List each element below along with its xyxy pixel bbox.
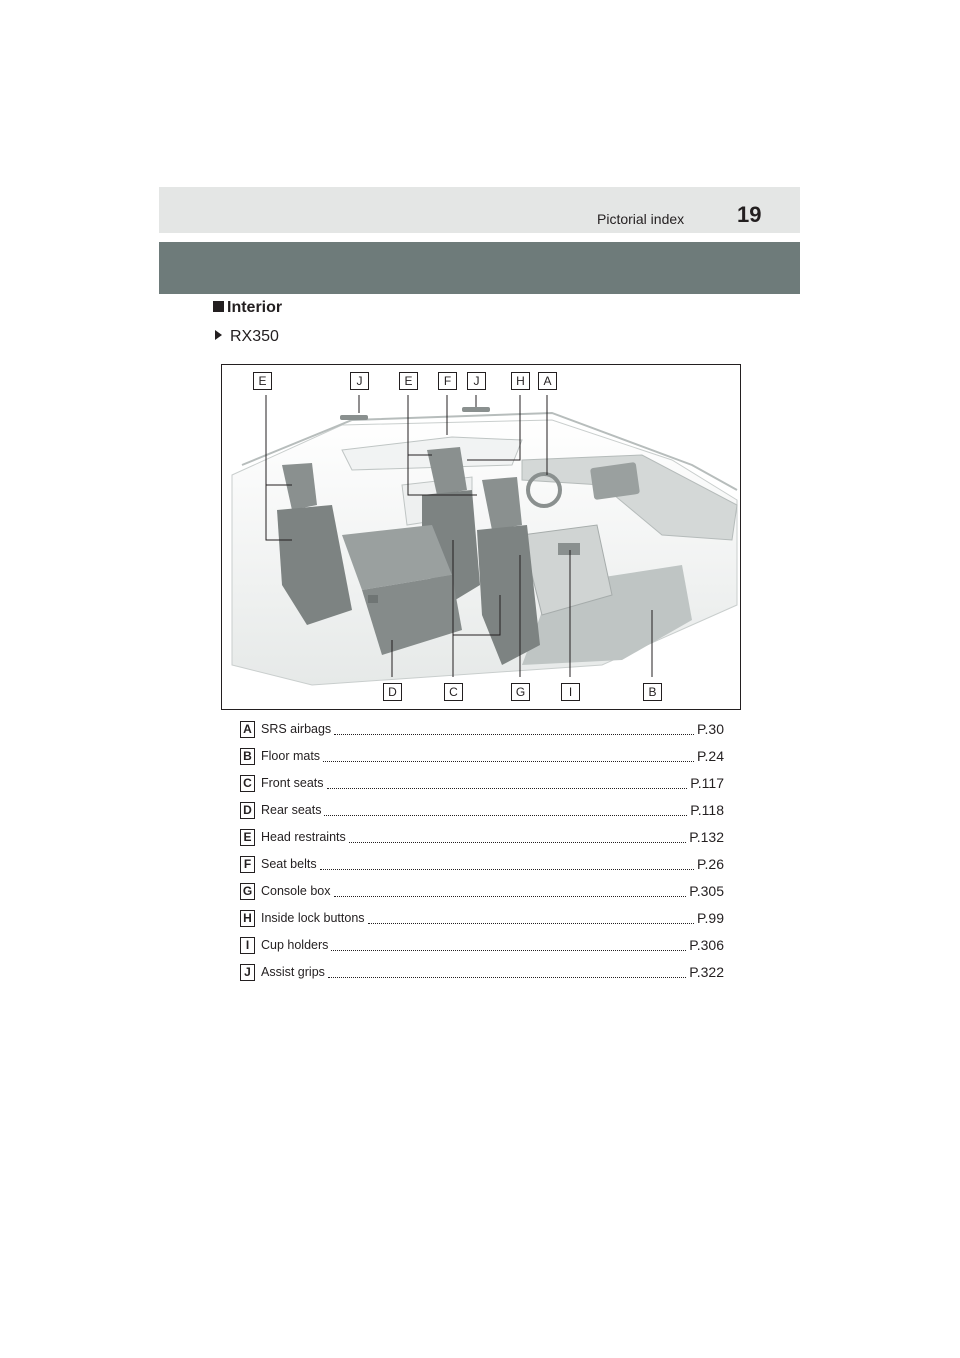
model-name: RX350 — [230, 328, 279, 345]
header-title: Pictorial index — [597, 211, 685, 227]
legend-key: E — [240, 829, 255, 846]
legend-item-srs-airbags — [240, 719, 724, 739]
page-reference-link[interactable]: P.118 — [690, 802, 724, 818]
leader-dots — [328, 967, 686, 978]
callout-top-3: E — [399, 372, 418, 390]
leader-dots — [323, 751, 694, 762]
legend-item-front-seats — [240, 773, 724, 793]
legend-item-assist-grips — [240, 962, 724, 982]
page-reference-link[interactable]: P.99 — [697, 910, 724, 926]
interior-illustration — [221, 364, 741, 710]
legend-key: D — [240, 802, 255, 819]
page-reference-link[interactable]: P.306 — [689, 937, 724, 953]
page-reference-link[interactable]: P.117 — [690, 775, 724, 791]
legend-label: Cup holders — [261, 938, 329, 952]
legend-label: Floor mats — [261, 749, 321, 763]
callout-bottom-3: G — [511, 683, 530, 701]
page-reference-link[interactable]: P.305 — [689, 883, 724, 899]
legend-label: Inside lock buttons — [261, 911, 365, 925]
leader-dots — [334, 724, 694, 735]
legend-item-cup-holders — [240, 935, 724, 955]
callout-bottom-4: I — [561, 683, 580, 701]
square-bullet-icon — [213, 301, 224, 312]
section-heading-text: Interior — [227, 299, 283, 316]
legend-key: H — [240, 910, 255, 927]
page-number: 19 — [737, 202, 762, 227]
page-header — [159, 187, 800, 233]
callout-bottom-2: C — [444, 683, 463, 701]
legend-label: SRS airbags — [261, 722, 332, 736]
page-reference-link[interactable]: P.26 — [697, 856, 724, 872]
legend-label: Console box — [261, 884, 331, 898]
page-reference-link[interactable]: P.24 — [697, 748, 724, 764]
callout-top-7: A — [538, 372, 557, 390]
section-band — [159, 242, 800, 294]
model-subheading — [215, 328, 279, 346]
page-reference-link[interactable]: P.30 — [697, 721, 724, 737]
page-reference-link[interactable]: P.132 — [689, 829, 724, 845]
legend-key: J — [240, 964, 255, 981]
callout-bottom-1: D — [383, 683, 402, 701]
legend-key: B — [240, 748, 255, 765]
callout-top-1: E — [253, 372, 272, 390]
legend-label: Front seats — [261, 776, 324, 790]
legend-label: Rear seats — [261, 803, 322, 817]
legend-key: I — [240, 937, 255, 954]
page-reference-link[interactable]: P.322 — [689, 964, 724, 980]
legend-key: G — [240, 883, 255, 900]
car-interior-drawing — [222, 365, 740, 709]
section-heading — [213, 299, 282, 317]
legend-item-rear-seats — [240, 800, 724, 820]
legend-item-floor-mats — [240, 746, 724, 766]
callout-top-4: F — [438, 372, 457, 390]
callout-top-5: J — [467, 372, 486, 390]
leader-dots — [331, 940, 686, 951]
legend-item-seat-belts — [240, 854, 724, 874]
callout-top-2: J — [350, 372, 369, 390]
leader-dots — [334, 886, 687, 897]
leader-dots — [327, 778, 688, 789]
leader-dots — [324, 805, 687, 816]
legend-label: Assist grips — [261, 965, 325, 979]
callout-bottom-5: B — [643, 683, 662, 701]
legend-key: C — [240, 775, 255, 792]
callout-top-6: H — [511, 372, 530, 390]
legend-label: Seat belts — [261, 857, 317, 871]
legend-item-head-restraints — [240, 827, 724, 847]
legend-item-inside-lock-buttons — [240, 908, 724, 928]
triangle-bullet-icon — [215, 330, 222, 340]
legend-key: A — [240, 721, 255, 738]
legend-item-console-box — [240, 881, 724, 901]
leader-dots — [349, 832, 686, 843]
legend-label: Head restraints — [261, 830, 346, 844]
leader-dots — [368, 913, 694, 924]
legend-key: F — [240, 856, 255, 873]
leader-dots — [320, 859, 694, 870]
